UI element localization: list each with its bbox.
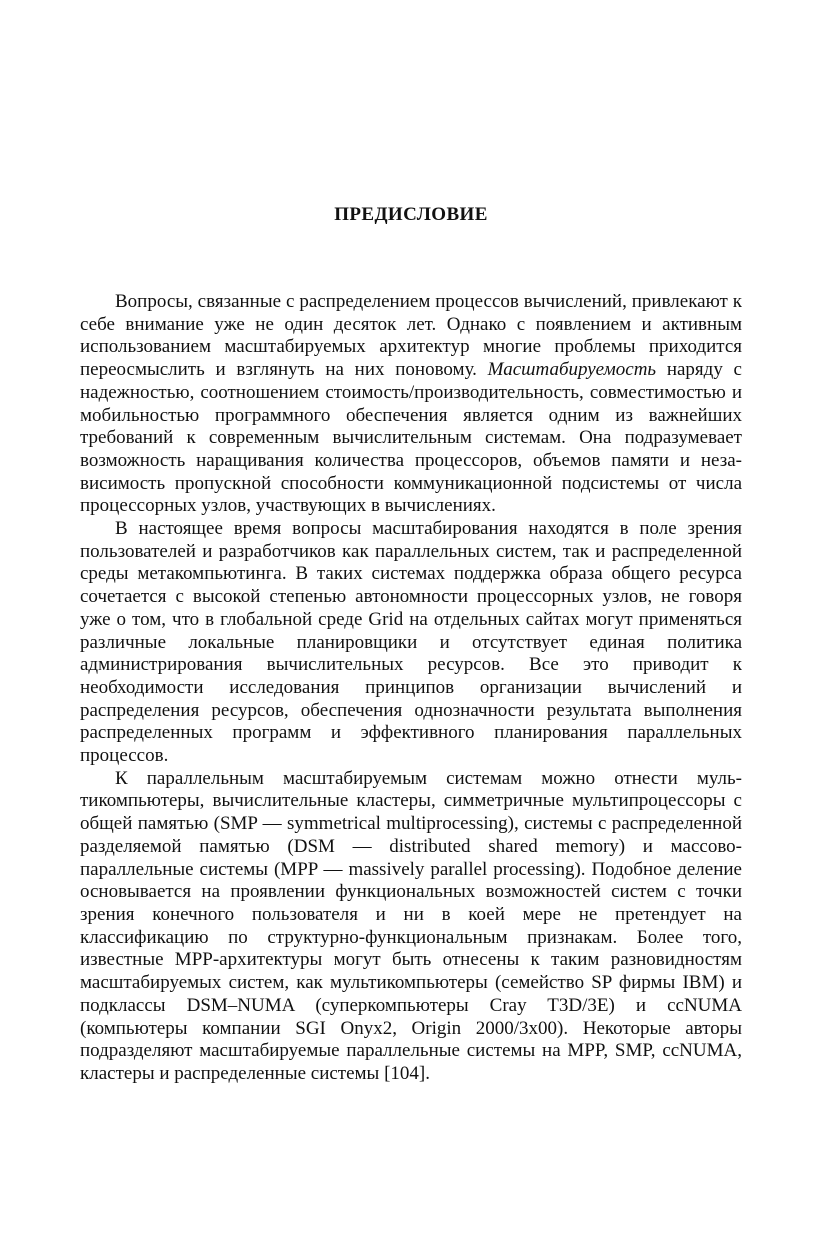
document-body (80, 291, 742, 1086)
document-page (80, 0, 742, 1240)
page-title: ПРЕДИСЛОВИЕ (334, 204, 488, 225)
paragraph-2: В настоящее время вопросы масштабирования находятся в поле зрения пользователей и разработчиков как параллельных систем, так и распределенной среды метакомпьютинга. В таких системах поддержка образа общего ресурса сочетается с высокой степенью автономности процессорных узлов, не говоря уже о том, что в глобальной среде Grid на отдельных сайтах могут применяться различные локальные планировщики и отсутствует единая политика администрирования вычислительных ресурсов. Все это приводит к необходимости исследования принципов организации вычислений и распределения ресурсов, обеспечения однозначности результата выполнения распределенных программ и эффективного планирования параллельных процессов. (80, 518, 742, 767)
paragraph-1-text-end: наряду с надежностью, соотношением стоимость/производительность, совместимостью и мобильностью программного обеспечения является одним из важнейших требований к современным вычислительным системам. Она подразумевает возможность наращивания количества процессоров, объемов памяти и независимость пропускной способности коммуникационной подсистемы от числа процессорных узлов, участвующих в вычислениях. (80, 359, 742, 517)
emphasized-term: Масштабируемость (487, 359, 657, 381)
paragraph-3: К параллельным масштабируемым системам можно отнести мультикомпьютеры, вычислительные кластеры, симметричные мультипроцессоры с общей памятью (SMP — symmetrical multiprocessing), системы с распределенной разделяемой памятью (DSM — distributed shared memory) и массово-параллельные системы (MPP — massively parallel processing). Подобное деление основывается на проявлении функциональных возможностей систем с точки зрения конечного пользователя и ни в коей мере не претендует на классификацию по структурно-функциональным признакам. Более того, известные MPP-архитектуры могут быть отнесены к таким разновидностям масштабируемых систем, как мультикомпьютеры (семейство SP фирмы IBM) и подклассы DSM–NUMA (суперкомпьютеры Cray T3D/3E) и ccNUMA (компьютеры компании SGI Onyx2, Origin 2000/3x00). Некоторые авторы подразделяют масштабируемые параллельные системы на MPP, SMP, ccNUMA, кластеры и распределенные системы [104]. (80, 767, 742, 1084)
paragraph-1-text-start: Вопросы, связанные с распределением процессов вычислений, привлекают к себе внимание уже не один десяток лет. Однако с появлением и активным использованием масштабируемых архитектур многие проблемы приходится переосмыслить и взглянуть на них поновому. (80, 291, 742, 381)
paragraph-1 (80, 291, 742, 518)
